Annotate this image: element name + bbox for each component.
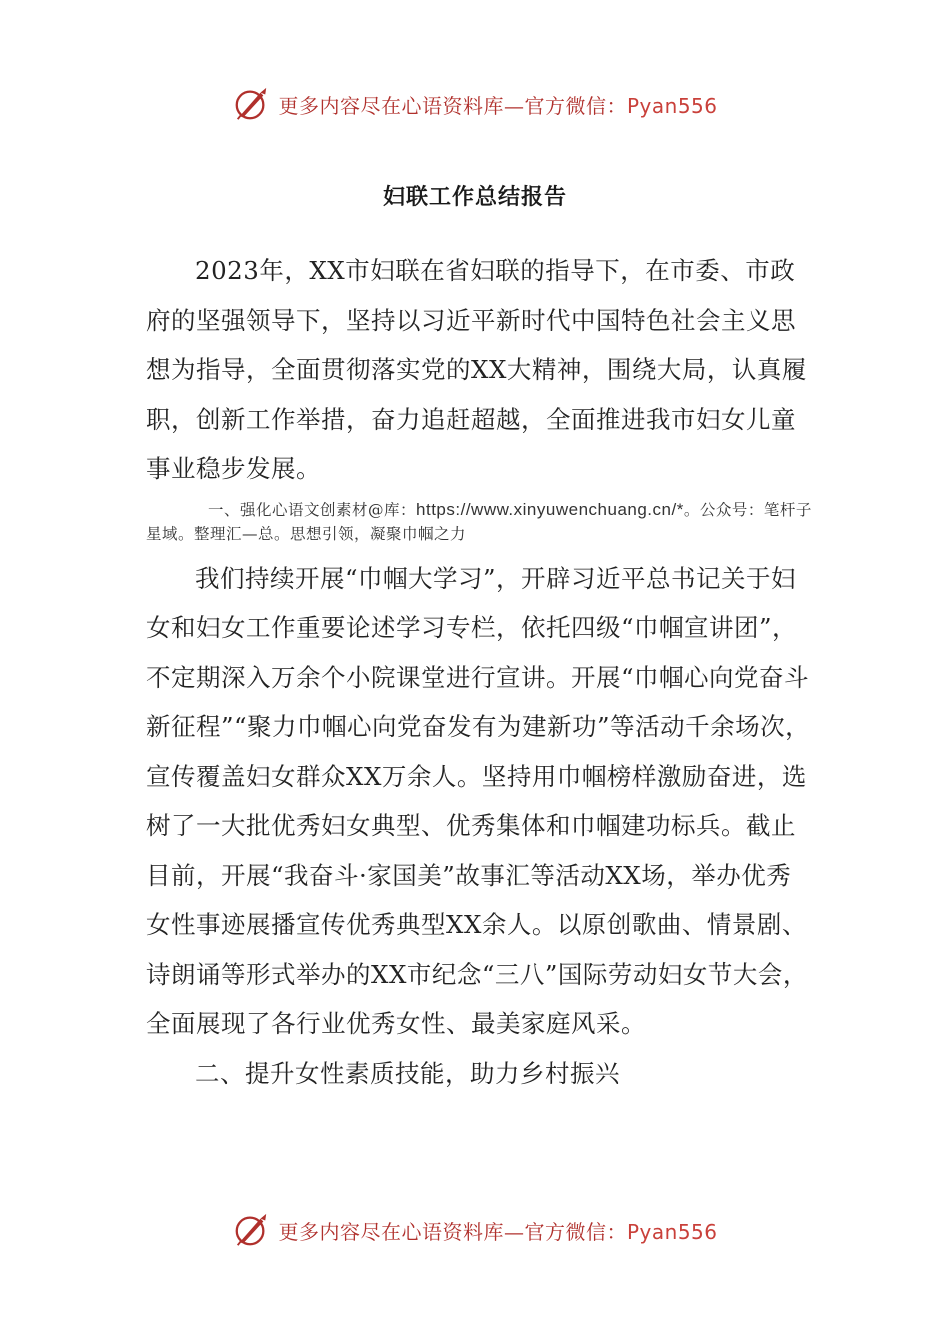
section1-paragraph: 我们持续开展“巾帼大学习”，开辟习近平总书记关于妇女和妇女工作重要论述学习专栏，依托四级“巾帼宣讲团”，不定期深入万余个小院课堂进行宣讲。开展“巾帼心向党奋斗新征程”“聚力巾帼心向党奋发有为建新功”等活动千余场次，宣传覆盖妇女群众XX万余人。坚持用巾帼榜样激励奋进，选树了一大批优秀妇女典型、优秀集体和巾帼建功标兵。截止目前，开展“我奋斗·家国美”故事汇等活动XX场，举办优秀女性事迹展播宣传优秀典型XX余人。以原创歌曲、情景剧、诗朗诵等形式举办的XX市纪念“三八”国际劳动妇女节大会，全面展现了各行业优秀女性、最美家庭风采。 (146, 563, 811, 1038)
section2-heading: 二、提升女性素质技能，助力乡村振兴 (195, 1058, 620, 1088)
intro-paragraph: 2023年，XX市妇联在省妇联的指导下，在市委、市政府的坚强领导下，坚持以习近平新时代中国特色社会主义思想为指导，全面贯彻落实党的XX大精神，围绕大局，认真履职，创新工作举措，奋力追赶超越，全面推进我市妇女儿童事业稳步发展。 (146, 256, 807, 483)
document-body (146, 246, 814, 1098)
document-title: 妇联工作总结报告 (382, 184, 567, 210)
quill-pen-logo-icon (232, 1211, 270, 1249)
footer-watermark (0, 1210, 950, 1250)
quill-pen-logo-icon (232, 85, 270, 123)
watermark-text: 更多内容尽在心语资料库—官方微信：Pyan556 (278, 1219, 718, 1244)
source-link[interactable]: https://www.xinyuwenchuang.cn/* (416, 499, 684, 519)
watermark-text: 更多内容尽在心语资料库—官方微信：Pyan556 (278, 93, 718, 118)
section1-heading: 一、强化心语文创素材@库：https://www.xinyuwenchuang.cn/*。公众号：笔杆子星域。整理汇—总。思想引领，凝聚巾帼之力 (146, 499, 812, 543)
wechat-id: Pyan556 (626, 1219, 718, 1244)
header-watermark (0, 84, 950, 124)
wechat-id: Pyan556 (626, 93, 718, 118)
